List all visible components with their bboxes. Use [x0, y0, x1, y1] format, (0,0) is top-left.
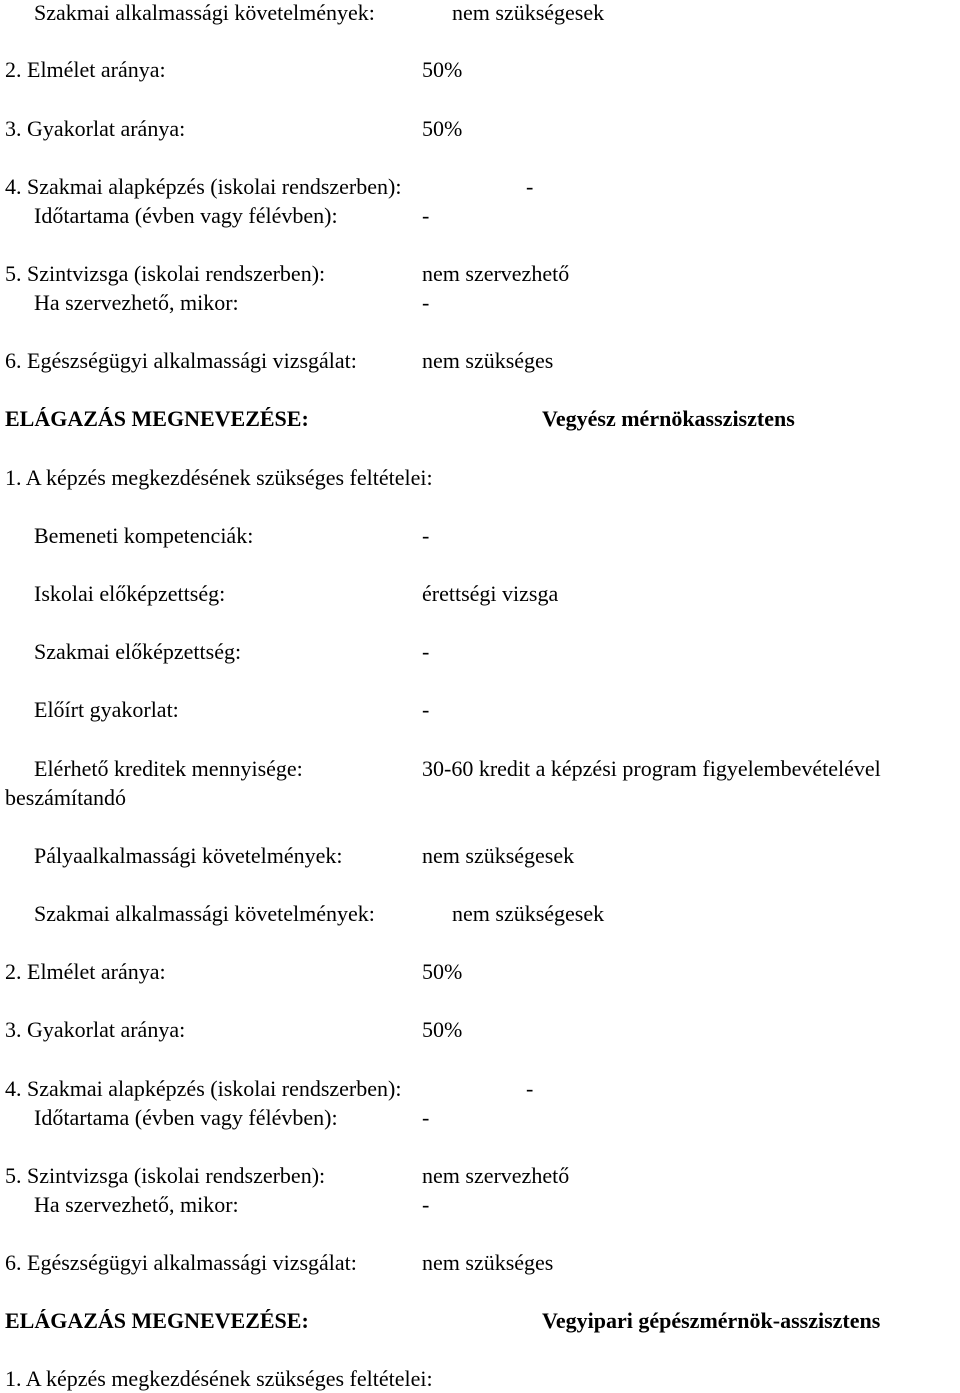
szakmai-elokepzettseg-label: Szakmai előképzettség:: [34, 639, 242, 664]
idotartam-label: Időtartama (évben vagy félévben):: [34, 203, 338, 228]
elmelet-aranya-label-2: 2. Elmélet aránya:: [5, 959, 166, 984]
elmelet-aranya-value: 50%: [422, 57, 463, 82]
elagazas-megnevezese-label: ELÁGAZÁS MEGNEVEZÉSE:: [5, 406, 309, 431]
elmelet-aranya-value-2: 50%: [422, 959, 463, 984]
egeszsegugyi-value: nem szükséges: [422, 348, 554, 373]
szintvizsga-value-2: nem szervezhető: [422, 1163, 570, 1188]
szintvizsga-label-2: 5. Szintvizsga (iskolai rendszerben):: [5, 1163, 326, 1188]
szakmai-alapkepzes-value-2: -: [526, 1076, 534, 1101]
kepzes-feltetelei-heading: 1. A képzés megkezdésének szükséges feltételei:: [5, 465, 433, 490]
ha-szervezheto-value: -: [422, 290, 430, 315]
bemeneti-kompetenciak-value: -: [422, 523, 430, 548]
szakmai-alkalmassagi-value-2: nem szükségesek: [452, 901, 605, 926]
szintvizsga-label: 5. Szintvizsga (iskolai rendszerben):: [5, 261, 326, 286]
iskolai-elokepzettseg-value: érettségi vizsga: [422, 581, 559, 606]
szakmai-alapkepzes-label: 4. Szakmai alapképzés (iskolai rendszerben):: [5, 174, 402, 199]
szintvizsga-value: nem szervezhető: [422, 261, 570, 286]
eloirt-gyakorlat-label: Előírt gyakorlat:: [34, 697, 179, 722]
ha-szervezheto-value-2: -: [422, 1192, 430, 1217]
szakmai-alapkepzes-value: -: [526, 174, 534, 199]
elagazas-megnevezese-label-2: ELÁGAZÁS MEGNEVEZÉSE:: [5, 1308, 309, 1333]
gyakorlat-aranya-label: 3. Gyakorlat aránya:: [5, 116, 186, 141]
szakmai-alkalmassagi-label-2: Szakmai alkalmassági követelmények:: [34, 901, 375, 926]
szakmai-alkalmassagi-value: nem szükségesek: [452, 0, 605, 25]
gyakorlat-aranya-value-2: 50%: [422, 1017, 463, 1042]
idotartam-label-2: Időtartama (évben vagy félévben):: [34, 1105, 338, 1130]
gyakorlat-aranya-label-2: 3. Gyakorlat aránya:: [5, 1017, 186, 1042]
elmelet-aranya-label: 2. Elmélet aránya:: [5, 57, 166, 82]
szakmai-elokepzettseg-value: -: [422, 639, 430, 664]
iskolai-elokepzettseg-label: Iskolai előképzettség:: [34, 581, 226, 606]
bemeneti-kompetenciak-label: Bemeneti kompetenciák:: [34, 523, 254, 548]
eloirt-gyakorlat-value: -: [422, 697, 430, 722]
gyakorlat-aranya-value: 50%: [422, 116, 463, 141]
idotartam-value: -: [422, 203, 430, 228]
palyaalkalmassagi-value: nem szükségesek: [422, 843, 575, 868]
elerheto-kreditek-continuation: beszámítandó: [5, 785, 126, 810]
elagazas-megnevezese-value: Vegyész mérnökasszisztens: [542, 406, 795, 431]
egeszsegugyi-value-2: nem szükséges: [422, 1250, 554, 1275]
elagazas-megnevezese-value-2: Vegyipari gépészmérnök-asszisztens: [542, 1308, 881, 1333]
palyaalkalmassagi-label: Pályaalkalmassági követelmények:: [34, 843, 343, 868]
elerheto-kreditek-label: Elérhető kreditek mennyisége:: [34, 756, 303, 781]
egeszsegugyi-label: 6. Egészségügyi alkalmassági vizsgálat:: [5, 348, 357, 373]
szakmai-alapkepzes-label-2: 4. Szakmai alapképzés (iskolai rendszerben):: [5, 1076, 402, 1101]
szakmai-alkalmassagi-label: Szakmai alkalmassági követelmények:: [34, 0, 375, 25]
egeszsegugyi-label-2: 6. Egészségügyi alkalmassági vizsgálat:: [5, 1250, 357, 1275]
ha-szervezheto-label: Ha szervezhető, mikor:: [34, 290, 239, 315]
elerheto-kreditek-value: 30-60 kredit a képzési program figyelembevételével: [422, 756, 881, 781]
kepzes-feltetelei-heading-2: 1. A képzés megkezdésének szükséges feltételei:: [5, 1366, 433, 1391]
idotartam-value-2: -: [422, 1105, 430, 1130]
ha-szervezheto-label-2: Ha szervezhető, mikor:: [34, 1192, 239, 1217]
